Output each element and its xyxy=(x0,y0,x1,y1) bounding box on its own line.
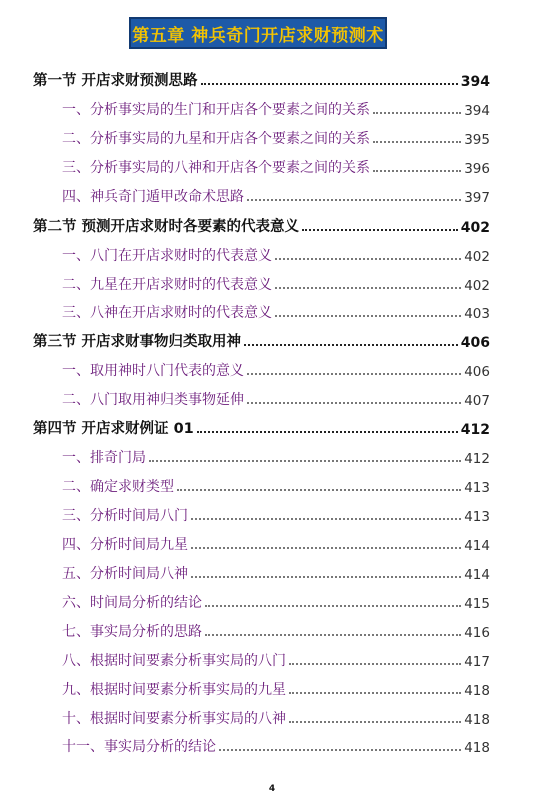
toc-entry-page: 414 xyxy=(464,538,490,554)
toc-dot-leader xyxy=(205,634,461,636)
toc-dot-leader xyxy=(373,141,461,143)
toc-subsection-entry[interactable] xyxy=(62,503,490,525)
toc-entry-label: 三、分析事实局的八神和开店各个要素之间的关系 xyxy=(62,160,370,176)
toc-entry-page: 413 xyxy=(464,509,490,525)
toc-subsection-entry[interactable] xyxy=(62,532,490,554)
toc-subsection-entry[interactable] xyxy=(62,126,490,148)
toc-entry-label: 一、取用神时八门代表的意义 xyxy=(62,363,244,379)
chapter-title: 第五章 神兵奇门开店求财预测术 xyxy=(132,25,384,46)
toc-entry-label: 四、神兵奇门遁甲改命术思路 xyxy=(62,189,244,205)
toc-subsection-entry[interactable] xyxy=(62,619,490,641)
toc-entry-page: 417 xyxy=(464,654,490,670)
toc-subsection-entry[interactable] xyxy=(62,590,490,612)
toc-entry-page: 394 xyxy=(460,74,490,90)
toc-entry-label: 第二节 预测开店求财时各要素的代表意义 xyxy=(33,219,300,235)
toc-entry-label: 八、根据时间要素分析事实局的八门 xyxy=(62,653,286,669)
toc-dot-leader xyxy=(149,460,461,462)
toc-entry-page: 416 xyxy=(464,625,490,641)
toc-section-entry[interactable] xyxy=(33,416,490,438)
toc-entry-label: 第四节 开店求财例证 01 xyxy=(33,421,194,437)
toc-dot-leader xyxy=(191,576,461,578)
toc-entry-page: 412 xyxy=(460,422,490,438)
toc-subsection-entry[interactable] xyxy=(62,387,490,409)
toc-entry-page: 418 xyxy=(464,683,490,699)
toc-dot-leader xyxy=(275,315,461,317)
toc-entry-label: 一、分析事实局的生门和开店各个要素之间的关系 xyxy=(62,102,370,118)
toc-entry-label: 一、排奇门局 xyxy=(62,450,146,466)
toc-entry-label: 二、九星在开店求财时的代表意义 xyxy=(62,277,272,293)
toc-dot-leader xyxy=(275,258,461,260)
toc-dot-leader xyxy=(205,605,461,607)
toc-entry-page: 414 xyxy=(464,567,490,583)
toc-dot-leader xyxy=(289,721,461,723)
toc-dot-leader xyxy=(289,692,461,694)
toc-entry-page: 394 xyxy=(464,103,490,119)
toc-entry-label: 一、八门在开店求财时的代表意义 xyxy=(62,248,272,264)
toc-dot-leader xyxy=(244,344,458,346)
page-number: 4 xyxy=(268,784,276,794)
toc-entry-label: 十一、事实局分析的结论 xyxy=(62,739,216,755)
toc-entry-label: 二、分析事实局的九星和开店各个要素之间的关系 xyxy=(62,131,370,147)
toc-entry-page: 415 xyxy=(464,596,490,612)
toc-entry-label: 六、时间局分析的结论 xyxy=(62,595,202,611)
toc-entry-label: 四、分析时间局九星 xyxy=(62,537,188,553)
toc-subsection-entry[interactable] xyxy=(62,561,490,583)
toc-dot-leader xyxy=(247,402,461,404)
toc-entry-label: 三、八神在开店求财时的代表意义 xyxy=(62,305,272,321)
toc-dot-leader xyxy=(191,518,461,520)
toc-subsection-entry[interactable] xyxy=(62,300,490,322)
toc-entry-label: 第三节 开店求财事物归类取用神 xyxy=(33,334,242,350)
toc-dot-leader xyxy=(247,199,461,201)
toc-entry-label: 二、确定求财类型 xyxy=(62,479,174,495)
toc-entry-page: 403 xyxy=(464,306,490,322)
toc-subsection-entry[interactable] xyxy=(62,474,490,496)
toc-dot-leader xyxy=(289,663,461,665)
toc-entry-label: 十、根据时间要素分析事实局的八神 xyxy=(62,711,286,727)
toc-subsection-entry[interactable] xyxy=(62,184,490,206)
toc-dot-leader xyxy=(373,170,461,172)
toc-entry-label: 七、事实局分析的思路 xyxy=(62,624,202,640)
toc-dot-leader xyxy=(302,229,458,231)
toc-subsection-entry[interactable] xyxy=(62,272,490,294)
toc-entry-page: 407 xyxy=(464,393,490,409)
toc-entry-label: 第一节 开店求财预测思路 xyxy=(33,73,198,89)
toc-subsection-entry[interactable] xyxy=(62,706,490,728)
toc-entry-page: 402 xyxy=(464,249,490,265)
toc-dot-leader xyxy=(191,547,461,549)
toc-subsection-entry[interactable] xyxy=(62,243,490,265)
toc-subsection-entry[interactable] xyxy=(62,677,490,699)
toc-entry-page: 418 xyxy=(464,712,490,728)
toc-dot-leader xyxy=(201,83,458,85)
toc-section-entry[interactable] xyxy=(33,329,490,351)
toc-subsection-entry[interactable] xyxy=(62,734,490,756)
toc-entry-page: 395 xyxy=(464,132,490,148)
toc-subsection-entry[interactable] xyxy=(62,97,490,119)
toc-entry-label: 五、分析时间局八神 xyxy=(62,566,188,582)
toc-entry-page: 412 xyxy=(464,451,490,467)
toc-entry-label: 九、根据时间要素分析事实局的九星 xyxy=(62,682,286,698)
toc-entry-page: 397 xyxy=(464,190,490,206)
toc-subsection-entry[interactable] xyxy=(62,155,490,177)
toc-entry-page: 413 xyxy=(464,480,490,496)
toc-entry-page: 402 xyxy=(460,220,490,236)
toc-entry-label: 二、八门取用神归类事物延伸 xyxy=(62,392,244,408)
toc-section-entry[interactable] xyxy=(33,68,490,90)
toc-subsection-entry[interactable] xyxy=(62,445,490,467)
toc-entry-page: 396 xyxy=(464,161,490,177)
toc-entry-page: 406 xyxy=(464,364,490,380)
toc-dot-leader xyxy=(275,287,461,289)
toc-dot-leader xyxy=(197,431,458,433)
toc-subsection-entry[interactable] xyxy=(62,648,490,670)
toc-section-entry[interactable] xyxy=(33,214,490,236)
toc-dot-leader xyxy=(219,749,461,751)
toc-dot-leader xyxy=(247,373,461,375)
toc-dot-leader xyxy=(177,489,461,491)
toc-dot-leader xyxy=(373,112,461,114)
toc-entry-page: 418 xyxy=(464,740,490,756)
toc-entry-label: 三、分析时间局八门 xyxy=(62,508,188,524)
toc-entry-page: 402 xyxy=(464,278,490,294)
toc-subsection-entry[interactable] xyxy=(62,358,490,380)
toc-entry-page: 406 xyxy=(460,335,490,351)
chapter-banner xyxy=(129,17,387,49)
